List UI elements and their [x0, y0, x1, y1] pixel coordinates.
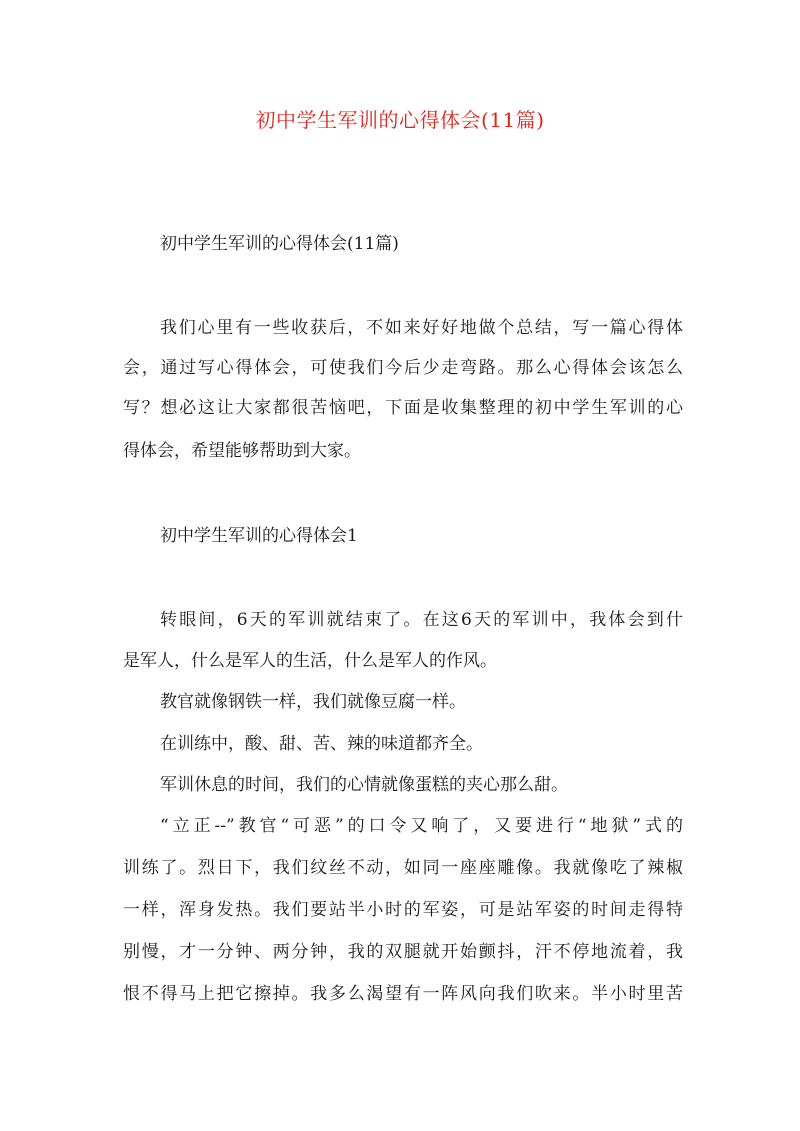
para1-line-2: 是军人，什么是军人的生活，什么是军人的作风。 — [123, 651, 497, 671]
document-title: 初中学生军训的心得体会(11篇) — [255, 108, 545, 132]
intro-line-4: 得体会，希望能够帮助到大家。 — [123, 441, 361, 461]
para5-line-1: “立正--”教官“可恶”的口令又响了，又要进行“地狱”式的 — [160, 816, 683, 836]
intro-line-1: 我们心里有一些收获后，不如来好好地做个总结，写一篇心得体 — [160, 318, 683, 338]
para5-line-3: 一样，浑身发热。我们要站半小时的军姿，可是站军姿的时间走得特 — [123, 900, 683, 920]
para1-line-1: 转眼间，6天的军训就结束了。在这6天的军训中，我体会到什 — [160, 610, 683, 630]
para2: 教官就像钢铁一样，我们就像豆腐一样。 — [160, 692, 466, 712]
para5-line-2: 训练了。烈日下，我们纹丝不动，如同一座座雕像。我就像吃了辣椒 — [123, 858, 683, 878]
document-subtitle: 初中学生军训的心得体会(11篇) — [160, 234, 399, 254]
intro-line-3: 写？想必这让大家都很苦恼吧，下面是收集整理的初中学生军训的心 — [123, 398, 683, 418]
intro-line-2: 会，通过写心得体会，可使我们今后少走弯路。那么心得体会该怎么 — [123, 358, 683, 378]
section-heading: 初中学生军训的心得体会1 — [160, 526, 358, 546]
para5-line-4: 别慢，才一分钟、两分钟，我的双腿就开始颤抖，汗不停地流着，我 — [123, 942, 683, 962]
para4: 军训休息的时间，我们的心情就像蛋糕的夹心那么甜。 — [160, 775, 568, 795]
para3: 在训练中，酸、甜、苦、辣的味道都齐全。 — [160, 734, 483, 754]
para5-line-5: 恨不得马上把它擦掉。我多么渴望有一阵风向我们吹来。半小时里苦 — [123, 984, 683, 1004]
